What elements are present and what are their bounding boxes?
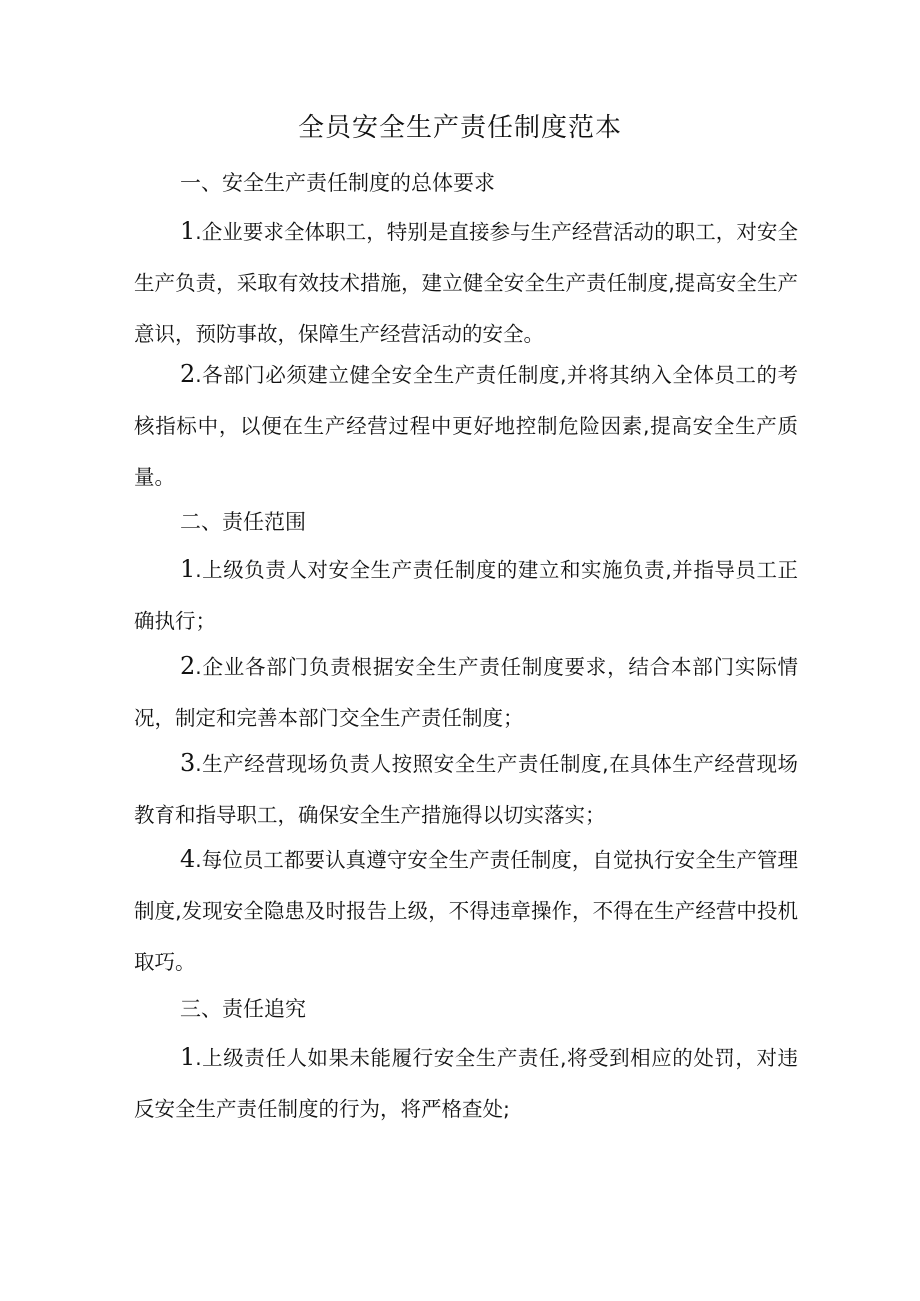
section-heading: 一、安全生产责任制度的总体要求 [180,171,495,195]
item-separator: . [195,558,202,582]
item-number: 2 [180,652,196,680]
item-number: 1 [180,217,196,245]
list-item [134,641,798,744]
item-text: 上级负责人对安全生产责任制度的建立和实施负责,并指导员工正确执行； [134,558,798,633]
item-separator: . [195,220,202,244]
item-text: 各部门必须建立健全安全生产责任制度,并将其纳入全体员工的考核指标中，以便在生产经营过程中更好地控制危险因素,提高安全生产质量。 [134,363,798,489]
item-number: 2 [180,360,196,388]
item-text: 每位员工都要认真遵守安全生产责任制度，自觉执行安全生产管理制度,发现安全隐患及时报告上级，不得违章操作，不得在生产经营中投机取巧。 [134,848,798,974]
item-separator: . [195,655,202,679]
list-item [134,206,798,360]
section-heading: 二、责任范围 [180,510,306,534]
list-item [134,738,798,841]
list-item [134,834,798,988]
item-text: 企业各部门负责根据安全生产责任制度要求，结合本部门实际情况，制定和完善本部门交全生产责任制度； [134,655,798,730]
item-separator: . [195,1046,202,1070]
item-text: 生产经营现场负责人按照安全生产责任制度,在具体生产经营现场教育和指导职工，确保安全生产措施得以切实落实； [134,752,798,827]
item-separator: . [195,752,202,776]
list-item [134,1032,798,1135]
item-number: 4 [180,845,196,873]
list-item [134,349,798,503]
section-heading: 三、责任追究 [180,997,306,1021]
item-text: 上级责任人如果未能履行安全生产责任,将受到相应的处罚，对违反安全生产责任制度的行为，将严格查处; [134,1046,798,1121]
item-separator: . [195,363,202,387]
item-text: 企业要求全体职工，特别是直接参与生产经营活动的职工，对安全生产负责，采取有效技术措施，建立健全安全生产责任制度,提高安全生产意识，预防事故，保障生产经营活动的安全。 [134,220,798,346]
item-separator: . [195,848,202,872]
item-number: 3 [180,749,196,777]
item-number: 1 [180,555,196,583]
document-title: 全员安全生产责任制度范本 [297,113,622,143]
list-item [134,544,798,647]
item-number: 1 [180,1043,196,1071]
